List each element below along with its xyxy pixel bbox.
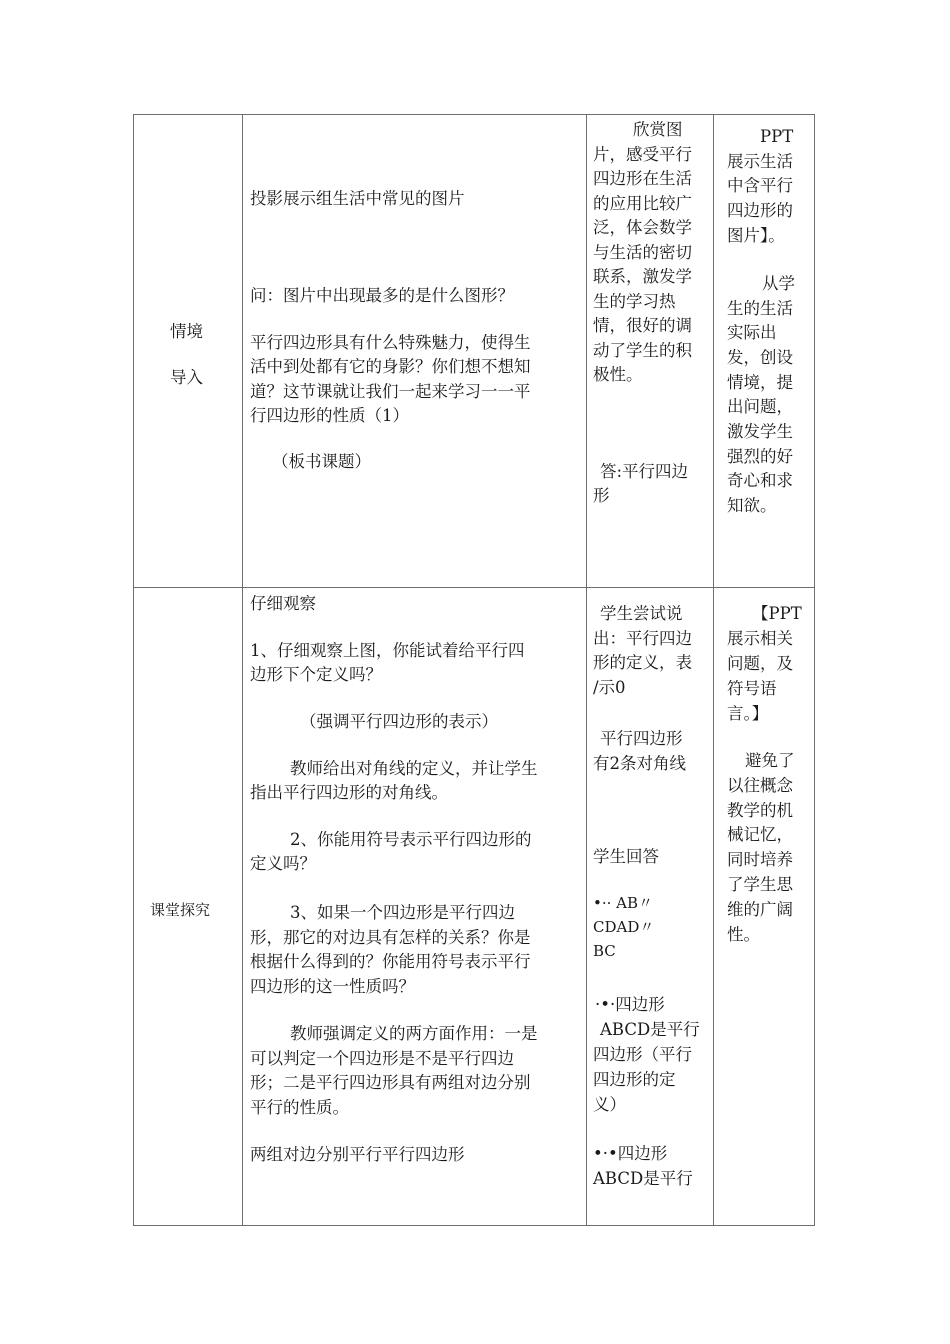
phase-label-line: 情境 bbox=[170, 322, 203, 341]
text-line: ABCD是平行 bbox=[593, 1169, 693, 1188]
text-line: ABCD是平行 bbox=[600, 1020, 700, 1039]
text-line: 行四边形的性质（1） bbox=[250, 406, 409, 425]
text-line: CDAD〃 bbox=[593, 918, 655, 936]
text-line: ·•·四边形 bbox=[595, 995, 665, 1014]
phase-label-line: 课堂探究 bbox=[150, 901, 211, 919]
text-line: •·•四边形 bbox=[593, 1144, 668, 1163]
text-line: 极性。 bbox=[593, 365, 643, 384]
text-line: （板书课题） bbox=[272, 452, 371, 471]
phase-label-line: 导入 bbox=[170, 368, 203, 387]
text-line: 的应用比较广 bbox=[593, 194, 692, 213]
text-line: 激发学生 bbox=[727, 422, 793, 441]
text-line: 发，创设 bbox=[727, 348, 793, 367]
text-line: 出问题， bbox=[727, 397, 793, 416]
text-line: 活中到处都有它的身影？你们想不想知 bbox=[250, 357, 531, 376]
text-line: 教师给出对角线的定义，并让学生 bbox=[290, 759, 538, 778]
text-line: 联系，激发学 bbox=[593, 267, 692, 286]
text-line: 形的定义，表 bbox=[593, 653, 692, 672]
text-line: 可以判定一个四边形是不是平行四边 bbox=[250, 1049, 514, 1068]
text-line: 边形下个定义吗？ bbox=[250, 665, 382, 684]
text-line: 答:平行四边 bbox=[600, 462, 689, 481]
text-line: 械记忆， bbox=[727, 825, 793, 844]
text-line: 平行四边形具有什么特殊魅力，使得生 bbox=[250, 333, 531, 352]
text-line: （强调平行四边形的表示） bbox=[300, 712, 498, 731]
table-col-divider-3 bbox=[713, 114, 714, 1226]
text-line: 了学生思 bbox=[727, 875, 793, 894]
text-line: 图片】。 bbox=[727, 226, 785, 245]
text-line: /示0 bbox=[593, 678, 626, 697]
text-line: 学生回答 bbox=[593, 847, 659, 866]
text-line: 生的生活 bbox=[727, 299, 793, 318]
text-line: 中含平行 bbox=[727, 176, 793, 195]
text-line: 情，很好的调 bbox=[593, 316, 692, 335]
text-line: 定义吗？ bbox=[250, 854, 316, 873]
text-line: 四边形的 bbox=[727, 201, 793, 220]
text-line: 言。】 bbox=[727, 704, 769, 723]
text-line: 维的广阔 bbox=[727, 900, 793, 919]
text-line: 形，那它的对边具有怎样的关系？你是 bbox=[250, 928, 531, 947]
text-line: 展示相关 bbox=[727, 629, 793, 648]
text-line: 生的学习热 bbox=[593, 292, 676, 311]
text-line: 泛，体会数学 bbox=[593, 218, 692, 237]
text-line: 符号语 bbox=[727, 679, 777, 698]
text-line: 四边形的定 bbox=[593, 1070, 676, 1089]
text-line: 3、如果一个四边形是平行四边 bbox=[290, 903, 515, 922]
text-line: 与生活的密切 bbox=[593, 243, 692, 262]
text-line: 2、你能用符号表示平行四边形的 bbox=[290, 830, 532, 849]
text-line: 有2条对角线 bbox=[593, 754, 686, 773]
text-line: 动了学生的积 bbox=[593, 341, 692, 360]
table-border-right bbox=[814, 114, 815, 1226]
text-line: 平行的性质。 bbox=[250, 1098, 349, 1117]
text-line: 以往概念 bbox=[727, 776, 793, 795]
text-line: •·· AB〃 bbox=[593, 894, 654, 912]
text-line: 道？这节课就让我们一起来学习一一平 bbox=[250, 382, 531, 401]
text-line: 义） bbox=[593, 1095, 626, 1114]
table-col-divider-2 bbox=[586, 114, 587, 1226]
text-line: 四边形在生活 bbox=[593, 169, 692, 188]
text-line: 投影展示组生活中常见的图片 bbox=[250, 189, 465, 208]
text-line: 展示生活 bbox=[727, 152, 793, 171]
text-line: PPT bbox=[760, 127, 794, 146]
text-line: 避免了 bbox=[745, 751, 795, 770]
table-col-divider-1 bbox=[242, 114, 243, 1226]
text-line: 强烈的好 bbox=[727, 447, 793, 466]
text-line: 情境，提 bbox=[727, 373, 793, 392]
text-line: 学生尝试说 bbox=[600, 604, 683, 623]
text-line: 问题，及 bbox=[727, 654, 793, 673]
text-line: 1、仔细观察上图，你能试着给平行四 bbox=[250, 641, 525, 660]
text-line: 指出平行四边形的对角线。 bbox=[250, 783, 448, 802]
text-line: 问：图片中出现最多的是什么图形？ bbox=[250, 286, 514, 305]
text-line: 同时培养 bbox=[727, 850, 793, 869]
text-line: 两组对边分别平行平行四边形 bbox=[250, 1145, 465, 1164]
text-line: 性。 bbox=[727, 925, 760, 944]
text-line: 奇心和求 bbox=[727, 471, 793, 490]
table-border-left bbox=[133, 114, 134, 1226]
text-line: 出：平行四边 bbox=[593, 629, 692, 648]
text-line: 【PPT bbox=[752, 604, 802, 623]
text-line: 教师强调定义的两方面作用：一是 bbox=[290, 1024, 538, 1043]
text-line: 欣赏图 bbox=[633, 120, 683, 139]
text-line: 平行四边形 bbox=[600, 729, 683, 748]
text-line: 根据什么得到的？你能用符号表示平行 bbox=[250, 952, 531, 971]
text-line: 从学 bbox=[762, 274, 795, 293]
text-line: 知欲。 bbox=[727, 496, 777, 515]
text-line: 仔细观察 bbox=[250, 594, 316, 613]
text-line: 教学的机 bbox=[727, 801, 793, 820]
text-line: BC bbox=[593, 942, 616, 960]
text-line: 实际出 bbox=[727, 323, 777, 342]
text-line: 片，感受平行 bbox=[593, 145, 692, 164]
text-line: 四边形的这一性质吗？ bbox=[250, 977, 415, 996]
text-line: 四边形（平行 bbox=[593, 1045, 692, 1064]
text-line: 形 bbox=[593, 486, 610, 505]
text-line: 形；二是平行四边形具有两组对边分别 bbox=[250, 1073, 531, 1092]
